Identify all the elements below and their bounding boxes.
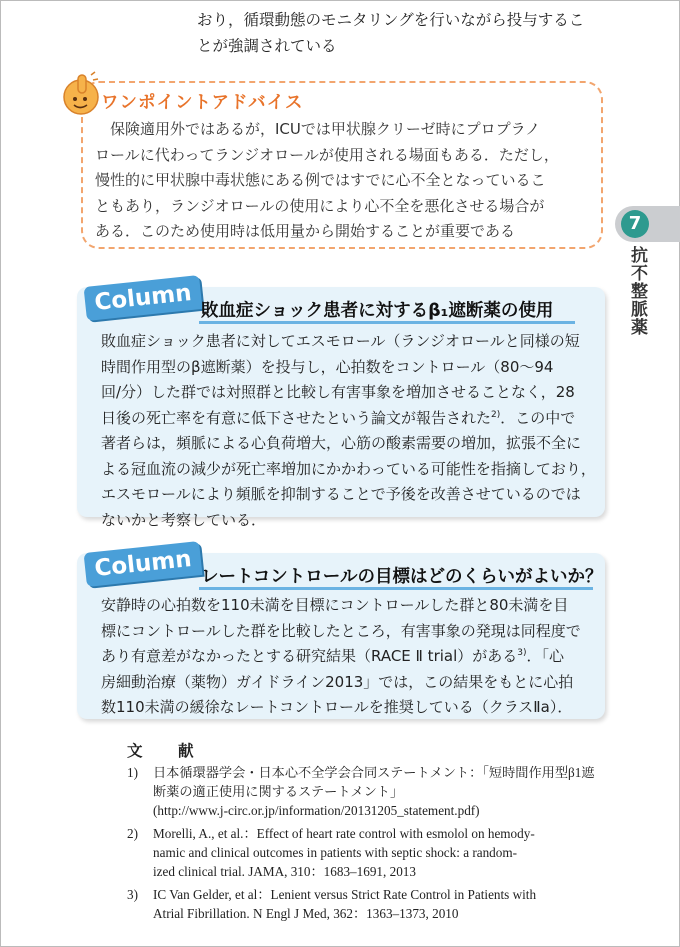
column-box-rate-control [77, 545, 605, 719]
chapter-number: 7 [621, 210, 649, 238]
column-line: 安静時の心拍数を110未満を目標にコントロールした群と80未満を目 [101, 596, 569, 614]
citation-mark: 2) [491, 409, 501, 420]
reference-line: IC Van Gelder, et al：Lenient versus Strict Rate Control in Patients with [153, 887, 537, 902]
column-line: ないかと考察している． [101, 510, 267, 529]
reference-line: Atrial Fibrillation. N Engl J Med, 362：1363–1373, 2010 [153, 906, 459, 921]
advice-title: ワンポイントアドバイス [101, 93, 304, 113]
reference-line: namic and clinical outcomes in patients with septic shock: a random- [153, 845, 518, 860]
reference-number: 1) [127, 765, 138, 780]
intro-paragraph [197, 7, 617, 59]
column-line: 標にコントロールした群を比較したところ，有害事象の発現は同程度で [101, 621, 581, 640]
advice-line: ロールに代わってランジオロールが使用される場面もある．ただし， [95, 145, 559, 164]
reference-item [121, 824, 621, 881]
column-line-tail: ．この中で [500, 408, 576, 427]
column-line [101, 406, 601, 432]
column-box-septic-shock [77, 279, 605, 529]
column-title-underline [199, 321, 575, 324]
column-body [101, 593, 601, 721]
column-line: 敗血症ショック患者に対してエスモロール（ランジオロールと同様の短 [101, 332, 580, 350]
chapter-label: 抗不整脈薬 [627, 246, 647, 336]
advice-line: 慢性的に甲状腺中毒状態にある例ではすでに心不全となっているこ [95, 171, 546, 189]
reference-line: 日本循環器学会・日本心不全学会合同ステートメント：「短時間作用型β1遮 [153, 765, 595, 780]
reference-line: 断薬の適正使用に関するステートメント」 [153, 784, 404, 799]
column-title: 敗血症ショック患者に対するβ₁遮断薬の使用 [201, 301, 554, 321]
column-line: 数110未満の緩徐なレートコントロールを推奨している（クラスⅡa）． [101, 698, 573, 716]
reference-number: 3) [127, 887, 138, 902]
column-body [101, 329, 601, 533]
column-line [101, 644, 601, 670]
advice-body [95, 117, 595, 245]
thumbs-up-hand-icon [61, 71, 101, 119]
chapter-side-tab[interactable] [615, 206, 680, 346]
column-line-text: あり有意差がなかったとする研究結果（RACE Ⅱ trial）がある [101, 647, 518, 665]
column-line: 時間作用型のβ遮断薬）を投与し，心拍数をコントロール（80〜94 [101, 357, 554, 376]
advice-line: ある．このため使用時は低用量から開始することが重要である [95, 222, 516, 240]
column-title: レートコントロールの目標はどのくらいがよいか？ [201, 567, 603, 587]
column-line: 房細動治療（薬物）ガイドライン2013」では，この結果をもとに心拍 [101, 672, 574, 691]
intro-line: とが強調されている [197, 37, 337, 55]
column-line-text: 日後の死亡率を有意に低下させたという論文が報告された [101, 408, 492, 427]
reference-item [121, 885, 621, 923]
intro-line: おり，循環動態のモニタリングを行いながら投与するこ [197, 11, 585, 29]
column-title-underline [199, 587, 593, 590]
column-badge: Column [84, 275, 203, 321]
references-heading: 文 献 [127, 742, 204, 760]
column-badge: Column [84, 541, 203, 587]
column-line: よる冠血流の減少が死亡率増加にかかわっている可能性を指摘しており， [101, 459, 596, 478]
column-line-tail: ．「心 [526, 647, 565, 665]
reference-line: ized clinical trial. JAMA, 310：1683–1691, 2013 [153, 864, 416, 879]
column-line: エスモロールにより頻脈を抑制することで予後を改善させているのでは [101, 485, 581, 503]
column-line: 著者らは，頻脈による心負荷増大，心筋の酸素需要の増加，拡張不全に [101, 434, 582, 452]
references-list [121, 763, 621, 927]
citation-mark: 3) [517, 648, 527, 658]
column-line: 回/分）した群では対照群と比較し有害事象を増加させることなく，28 [101, 383, 575, 401]
reference-line: Morelli, A., et al.：Effect of heart rate control with esmolol on hemody- [153, 826, 535, 841]
one-point-advice-box [81, 81, 603, 249]
reference-number: 2) [127, 826, 138, 841]
advice-line: ともあり，ランジオロールの使用により心不全を悪化させる場合が [95, 196, 545, 215]
advice-line: 保険適用外ではあるが，ICUでは甲状腺クリーゼ時にプロプラノ [95, 120, 541, 138]
reference-item [121, 763, 621, 820]
reference-url[interactable]: (http://www.j-circ.or.jp/information/20131205_statement.pdf) [153, 803, 480, 818]
